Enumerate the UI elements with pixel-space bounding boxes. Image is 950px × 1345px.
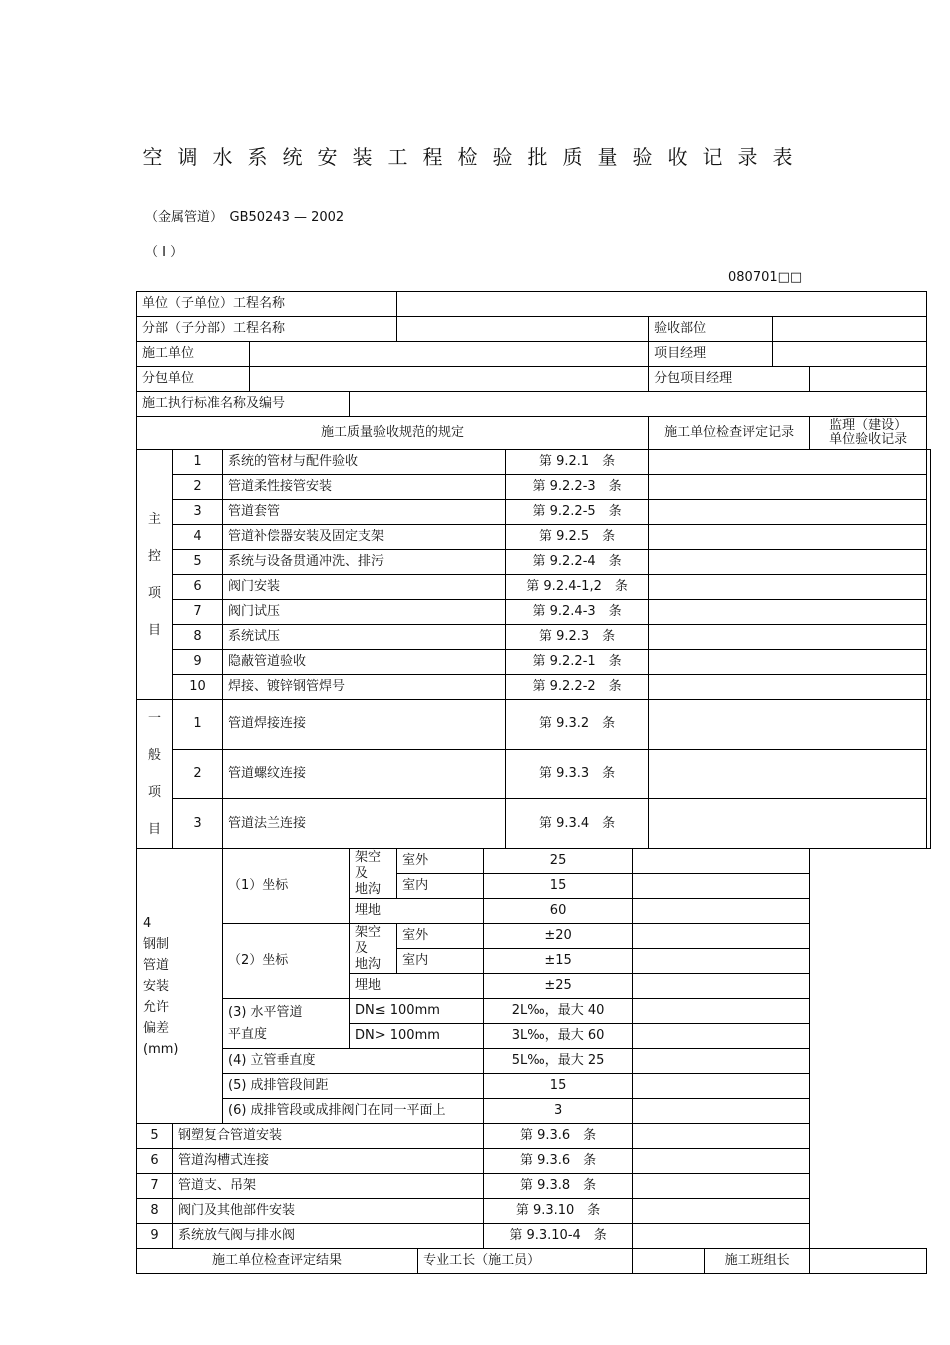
subcontract-manager-label: 分包项目经理 <box>649 367 810 392</box>
spacing-value: 15 <box>484 1074 633 1099</box>
team-leader-label: 施工班组长 <box>705 1249 810 1274</box>
indoor-label: 室内 <box>397 874 484 899</box>
overhead-line2: 地沟 <box>355 956 382 972</box>
overhead-label <box>350 924 397 974</box>
plane-label: (6) 成排管段或成排阀门在同一平面上 <box>223 1099 484 1124</box>
construction-unit-label: 施工单位 <box>137 342 250 367</box>
main-control-supervision-cell[interactable] <box>927 450 931 700</box>
section-char: 一 <box>147 711 161 726</box>
unit-project-value[interactable] <box>397 292 927 317</box>
check-cell[interactable] <box>649 650 927 675</box>
section-char: 项 <box>147 585 161 601</box>
overhead-line1: 架空及 <box>355 849 382 881</box>
level-value-1: 2L‰，最大 40 <box>484 999 633 1024</box>
item-reference: 第 9.3.8 条 <box>484 1174 633 1199</box>
check-cell[interactable] <box>633 999 810 1024</box>
check-cell[interactable] <box>649 550 927 575</box>
item-number: 4 <box>173 525 223 550</box>
section-char: 主 <box>147 511 161 527</box>
item-reference: 第 9.2.5 条 <box>506 525 649 550</box>
vertical-value: 5L‰，最大 25 <box>484 1049 633 1074</box>
item4-label-line: 钢制 <box>143 936 170 952</box>
acceptance-part-value[interactable] <box>773 317 927 342</box>
item-number: 5 <box>173 550 223 575</box>
item4-label <box>137 849 223 1124</box>
item-name: 管道焊接连接 <box>223 700 506 750</box>
item-name: 钢塑复合管道安装 <box>173 1124 484 1149</box>
project-manager-label: 项目经理 <box>649 342 773 367</box>
check-cell[interactable] <box>649 450 927 475</box>
item-name: 管道法兰连接 <box>223 799 506 849</box>
item4-label-line: 允许 <box>143 999 170 1015</box>
project-manager-value[interactable] <box>773 342 927 367</box>
item-reference: 第 9.2.2-3 条 <box>506 475 649 500</box>
item-number: 8 <box>137 1199 173 1224</box>
item-number: 5 <box>137 1124 173 1149</box>
check-cell[interactable] <box>633 924 810 949</box>
main-control-section-label <box>137 450 173 700</box>
item-number: 3 <box>173 799 223 849</box>
item-number: 9 <box>173 650 223 675</box>
item-name: 系统的管材与配件验收 <box>223 450 506 475</box>
item-name: 系统放气阀与排水阀 <box>173 1224 484 1249</box>
dn-le-label: DN≤ 100mm <box>350 999 484 1024</box>
c2-outdoor-value: ±20 <box>484 924 633 949</box>
item-reference: 第 9.2.2-2 条 <box>506 675 649 700</box>
subtitle: （金属管道） GB50243 — 2002 <box>145 210 345 225</box>
level-value-2: 3L‰，最大 60 <box>484 1024 633 1049</box>
item-reference: 第 9.2.4-1,2 条 <box>506 575 649 600</box>
item-number: 6 <box>173 575 223 600</box>
item-name: 管道沟槽式连接 <box>173 1149 484 1174</box>
check-cell[interactable] <box>633 1024 810 1049</box>
item-reference: 第 9.3.10-4 条 <box>484 1224 633 1249</box>
item-reference: 第 9.2.2-5 条 <box>506 500 649 525</box>
check-cell[interactable] <box>633 1199 810 1224</box>
item-reference: 第 9.3.3 条 <box>506 749 649 799</box>
item-number: 9 <box>137 1224 173 1249</box>
item-name: 阀门试压 <box>223 600 506 625</box>
foreman-value[interactable] <box>633 1249 705 1274</box>
check-cell[interactable] <box>649 500 927 525</box>
section-char: 般 <box>147 748 161 763</box>
plane-value: 3 <box>484 1099 633 1124</box>
item-name: 阀门及其他部件安装 <box>173 1199 484 1224</box>
section-char: 目 <box>147 822 161 837</box>
unit-project-label: 单位（子单位）工程名称 <box>137 292 397 317</box>
indoor-label: 室内 <box>397 949 484 974</box>
item-name: 系统与设备贯通冲洗、排污 <box>223 550 506 575</box>
item-name: 阀门安装 <box>223 575 506 600</box>
item-number: 1 <box>173 450 223 475</box>
check-cell[interactable] <box>649 799 927 849</box>
item-name: 管道螺纹连接 <box>223 749 506 799</box>
item-number: 6 <box>137 1149 173 1174</box>
supervision-header-line2: 单位验收记录 <box>829 432 908 447</box>
subcontract-manager-value[interactable] <box>810 367 927 392</box>
item-name: 系统试压 <box>223 625 506 650</box>
c2-buried-value: ±25 <box>484 974 633 999</box>
result-label: 施工单位检查评定结果 <box>137 1249 418 1274</box>
check-cell[interactable] <box>649 675 927 700</box>
item-number: 2 <box>173 749 223 799</box>
item-name: 焊接、镀锌钢管焊号 <box>223 675 506 700</box>
check-cell[interactable] <box>633 974 810 999</box>
check-cell[interactable] <box>649 700 927 750</box>
item-reference: 第 9.2.3 条 <box>506 625 649 650</box>
part-label: （ I ） <box>145 245 184 260</box>
check-cell[interactable] <box>633 899 810 924</box>
item-reference: 第 9.3.10 条 <box>484 1199 633 1224</box>
item-name: 管道套管 <box>223 500 506 525</box>
c1-outdoor-value: 25 <box>484 849 633 874</box>
level-line1: (3) 水平管道 <box>228 1004 303 1020</box>
outdoor-label: 室外 <box>397 849 484 874</box>
subcontract-unit-value[interactable] <box>250 367 649 392</box>
check-cell[interactable] <box>649 575 927 600</box>
item-number: 1 <box>173 700 223 750</box>
foreman-label: 专业工长（施工员） <box>418 1249 633 1274</box>
item-reference: 第 9.3.4 条 <box>506 799 649 849</box>
item4-label-line: 偏差 <box>143 1020 170 1036</box>
buried-label: 埋地 <box>350 974 484 999</box>
section-char: 控 <box>147 548 161 564</box>
overhead-line1: 架空及 <box>355 924 382 956</box>
section-char: 目 <box>147 622 161 638</box>
item-reference: 第 9.2.4-3 条 <box>506 600 649 625</box>
subcontract-unit-label: 分包单位 <box>137 367 250 392</box>
level-label <box>223 999 350 1049</box>
standard-value[interactable] <box>350 392 927 417</box>
item-name: 管道柔性接管安装 <box>223 475 506 500</box>
item-reference: 第 9.3.6 条 <box>484 1149 633 1174</box>
item-name: 管道补偿器安装及固定支架 <box>223 525 506 550</box>
supervision-header-line1: 监理（建设） <box>829 418 908 433</box>
item-reference: 第 9.3.2 条 <box>506 700 649 750</box>
sub-project-value[interactable] <box>397 317 649 342</box>
item-number: 7 <box>173 600 223 625</box>
item-reference: 第 9.2.2-1 条 <box>506 650 649 675</box>
acceptance-part-label: 验收部位 <box>649 317 773 342</box>
check-cell[interactable] <box>633 1049 810 1074</box>
check-cell[interactable] <box>633 1099 810 1124</box>
check-cell[interactable] <box>633 949 810 974</box>
check-cell[interactable] <box>633 1074 810 1099</box>
dn-gt-label: DN> 100mm <box>350 1024 484 1049</box>
inspection-record-table <box>136 291 931 1274</box>
check-cell[interactable] <box>633 1124 810 1149</box>
page-title: 空调水系统安装工程检验批质量验收记录表 <box>142 145 808 169</box>
check-cell[interactable] <box>649 600 927 625</box>
general-supervision-cell[interactable] <box>927 700 931 849</box>
sub-project-label: 分部（子分部）工程名称 <box>137 317 397 342</box>
vertical-label: (4) 立管垂直度 <box>223 1049 484 1074</box>
item-reference: 第 9.2.1 条 <box>506 450 649 475</box>
overhead-label <box>350 849 397 899</box>
c1-indoor-value: 15 <box>484 874 633 899</box>
check-cell[interactable] <box>649 475 927 500</box>
check-record-column-header: 施工单位检查评定记录 <box>649 417 810 450</box>
supervision-column-header <box>810 417 927 450</box>
coord1-label: （1）坐标 <box>223 849 350 924</box>
check-cell[interactable] <box>633 874 810 899</box>
item-number: 8 <box>173 625 223 650</box>
form-code: 080701□□ <box>728 270 803 285</box>
spec-column-header: 施工质量验收规范的规定 <box>137 417 649 450</box>
item4-label-line: 4 <box>143 915 152 931</box>
item-name: 隐蔽管道验收 <box>223 650 506 675</box>
standard-label: 施工执行标准名称及编号 <box>137 392 350 417</box>
item4-label-line: (mm) <box>143 1041 179 1057</box>
c1-buried-value: 60 <box>484 899 633 924</box>
coord2-label: （2）坐标 <box>223 924 350 999</box>
check-cell[interactable] <box>649 625 927 650</box>
check-cell[interactable] <box>633 849 810 874</box>
level-line2: 平直度 <box>228 1026 268 1042</box>
item4-label-line: 管道 <box>143 957 170 973</box>
check-cell[interactable] <box>633 1149 810 1174</box>
item-name: 管道支、吊架 <box>173 1174 484 1199</box>
team-leader-value[interactable] <box>810 1249 927 1274</box>
buried-label: 埋地 <box>350 899 484 924</box>
item-number: 3 <box>173 500 223 525</box>
check-cell[interactable] <box>649 525 927 550</box>
overhead-line2: 地沟 <box>355 881 382 897</box>
section-char: 项 <box>147 785 161 800</box>
item-number: 7 <box>137 1174 173 1199</box>
check-cell[interactable] <box>649 749 927 799</box>
spacing-label: (5) 成排管段间距 <box>223 1074 484 1099</box>
item4-label-line: 安装 <box>143 978 170 994</box>
item-number: 10 <box>173 675 223 700</box>
c2-indoor-value: ±15 <box>484 949 633 974</box>
check-cell[interactable] <box>633 1174 810 1199</box>
outdoor-label: 室外 <box>397 924 484 949</box>
item-reference: 第 9.2.2-4 条 <box>506 550 649 575</box>
item-number: 2 <box>173 475 223 500</box>
construction-unit-value[interactable] <box>250 342 649 367</box>
general-section-label <box>137 700 173 849</box>
item-reference: 第 9.3.6 条 <box>484 1124 633 1149</box>
check-cell[interactable] <box>633 1224 810 1249</box>
